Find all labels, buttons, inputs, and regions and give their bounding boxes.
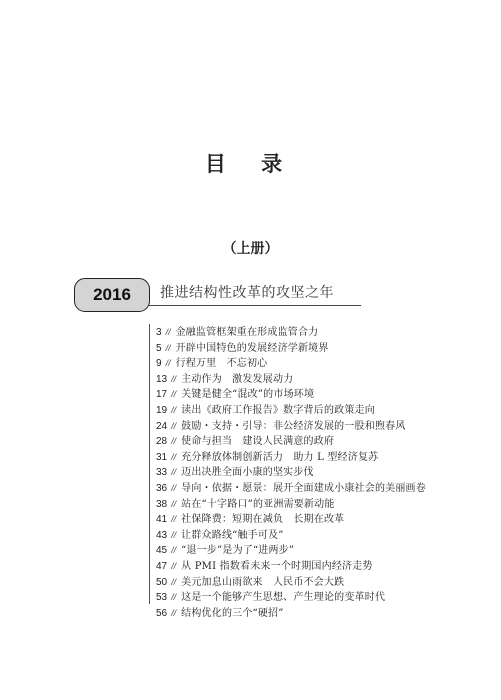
entry-page: 17	[156, 389, 168, 401]
entry-page: 43	[156, 529, 168, 541]
volume-label: （上册）	[222, 241, 279, 257]
entry-separator: //	[165, 358, 171, 369]
entry-title: 迈出决胜全面小康的坚实步伐	[181, 467, 314, 479]
entry-separator: //	[171, 576, 177, 587]
entry-page: 45	[156, 545, 168, 557]
toc-entry[interactable]	[156, 434, 446, 450]
entry-separator: //	[171, 436, 177, 447]
entry-page: 36	[156, 482, 168, 494]
toc-entry[interactable]	[156, 403, 446, 419]
entry-separator: //	[171, 529, 177, 540]
entry-title: 这是一个能够产生思想、产生理论的变革时代	[181, 592, 386, 604]
toc-entry[interactable]	[156, 528, 446, 544]
entry-title: 社保降费：短期在减负 长期在改革	[181, 514, 345, 526]
page-title: 目 录	[204, 151, 297, 176]
toc-entry[interactable]	[156, 575, 446, 591]
toc-entry[interactable]	[156, 387, 446, 403]
entry-page: 41	[156, 514, 168, 526]
entry-title: 美元加息山雨欲来 人民币不会大跌	[181, 576, 345, 588]
toc-entry[interactable]	[156, 512, 446, 528]
entry-title: 金融监管框架重在形成监管合力	[175, 327, 319, 338]
entry-title: 导向・依据・愿景：展开全面建成小康社会的美丽画卷	[181, 482, 426, 494]
entry-separator: //	[171, 482, 177, 493]
entry-title: 站在“十字路口”的亚洲需要新动能	[181, 498, 335, 510]
toc-entry[interactable]	[156, 606, 446, 622]
entry-page: 9	[156, 358, 162, 370]
entry-title: 读出《政府工作报告》数字背后的政策走向	[181, 404, 375, 416]
entry-title: 结构优化的三个“硬招”	[181, 607, 284, 619]
entry-title: 从 PMI 指数看未来一个时期国内经济走势	[181, 560, 373, 572]
toc-entry[interactable]	[156, 497, 446, 513]
entry-page: 28	[156, 436, 168, 448]
entry-separator: //	[171, 420, 177, 431]
entry-page: 31	[156, 451, 168, 463]
entry-title: 鼓励・支持・引导：非公经济发展的一股和煦春风	[181, 420, 406, 432]
entry-page: 56	[156, 607, 168, 619]
entry-separator: //	[171, 592, 177, 603]
entry-page: 3	[156, 327, 162, 338]
toc-entry[interactable]	[156, 450, 446, 466]
entry-page: 53	[156, 592, 168, 604]
toc-left-rule	[149, 324, 150, 604]
entry-separator: //	[171, 560, 177, 571]
toc-entry[interactable]	[156, 543, 446, 559]
year-label: 2016	[93, 285, 131, 304]
entry-separator: //	[165, 327, 171, 337]
entry-separator: //	[171, 389, 177, 400]
entry-separator: //	[171, 451, 177, 462]
entry-separator: //	[171, 514, 177, 525]
toc-entry[interactable]	[156, 325, 446, 341]
entry-title: 行程万里 不忘初心	[175, 358, 268, 370]
entry-separator: //	[165, 342, 171, 353]
entry-page: 33	[156, 467, 168, 479]
entry-separator: //	[171, 545, 177, 556]
entry-page: 13	[156, 373, 168, 385]
toc-entry[interactable]	[156, 481, 446, 497]
entry-separator: //	[171, 607, 177, 618]
entry-title: 主动作为 激发发展动力	[181, 373, 294, 385]
toc-entry[interactable]	[156, 372, 446, 388]
entry-title: 充分释放体制创新活力 助力 L 型经济复苏	[181, 451, 379, 463]
entry-title: 关键是健全“混改”的市场环境	[181, 389, 315, 401]
entry-title: 让群众路线“触手可及”	[181, 529, 284, 541]
entry-page: 5	[156, 342, 162, 354]
entry-separator: //	[171, 404, 177, 415]
entry-page: 50	[156, 576, 168, 588]
entry-page: 24	[156, 420, 168, 432]
toc-list	[156, 325, 446, 621]
section-title: 推进结构性改革的攻坚之年	[160, 285, 334, 301]
toc-entry[interactable]	[156, 465, 446, 481]
entry-page: 19	[156, 404, 168, 416]
entry-title: 使命与担当 建设人民满意的政府	[181, 436, 335, 448]
entry-separator: //	[171, 498, 177, 509]
entry-separator: //	[171, 467, 177, 478]
toc-entry[interactable]	[156, 419, 446, 435]
entry-title: “退一步”是为了“进两步”	[181, 545, 295, 557]
toc-entry[interactable]	[156, 356, 446, 372]
toc-entry[interactable]	[156, 341, 446, 357]
entry-title: 开辟中国特色的发展经济学新境界	[175, 342, 329, 354]
year-tab	[74, 278, 150, 312]
entry-separator: //	[171, 373, 177, 384]
entry-page: 38	[156, 498, 168, 510]
section-rule	[149, 305, 361, 306]
entry-page: 47	[156, 560, 168, 572]
toc-entry[interactable]	[156, 559, 446, 575]
toc-entry[interactable]	[156, 590, 446, 606]
